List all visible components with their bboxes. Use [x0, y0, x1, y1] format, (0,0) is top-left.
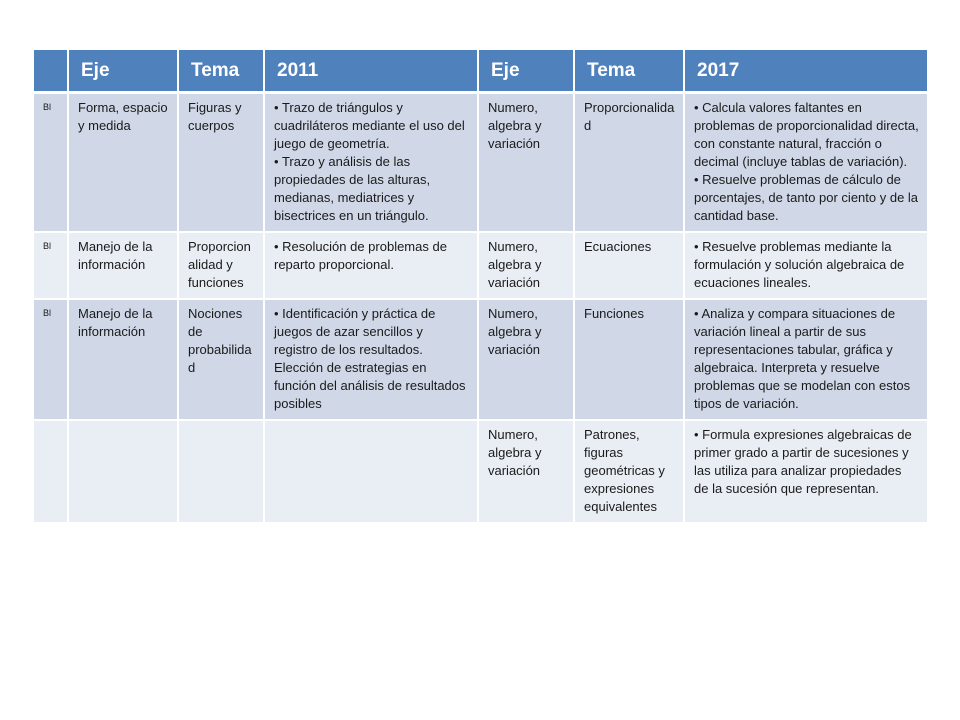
- bullet-item: • Analiza y compara situaciones de variación lineal a partir de sus representaciones tabular, gráfica y algebraica. Interpreta y resuelve problemas que se modelan con estos tipos de variación.: [694, 305, 919, 413]
- content-2011-cell: [264, 420, 478, 523]
- eje-2017-cell: Numero, algebra y variación: [478, 232, 574, 299]
- header-cell-2017: 2017: [684, 50, 927, 93]
- table-row: [34, 93, 927, 233]
- header-cell-tema-2011: Tema: [178, 50, 264, 93]
- bullet-list: [274, 305, 469, 413]
- tema-2017-cell: Ecuaciones: [574, 232, 684, 299]
- tema-2017-cell: Funciones: [574, 299, 684, 420]
- eje-2011-cell: Manejo de la información: [68, 232, 178, 299]
- content-2017-cell: [684, 299, 927, 420]
- content-2017-cell: [684, 232, 927, 299]
- header-cell-2011: 2011: [264, 50, 478, 93]
- bullet-item: • Resuelve problemas mediante la formulación y solución algebraica de ecuaciones lineales.: [694, 238, 919, 292]
- content-2011-cell: [264, 299, 478, 420]
- tema-2011-cell: [178, 420, 264, 523]
- header-cell-blank: [34, 50, 68, 93]
- tema-2011-cell: Figuras y cuerpos: [178, 93, 264, 233]
- bloque-cell: Bl: [34, 232, 68, 299]
- eje-2017-cell: Numero, algebra y variación: [478, 299, 574, 420]
- bullet-item: • Formula expresiones algebraicas de primer grado a partir de sucesiones y las utiliza para analizar propiedades de la sucesión que representan.: [694, 426, 919, 498]
- table-header: [34, 50, 927, 93]
- content-2017-cell: [684, 93, 927, 233]
- bloque-cell: [34, 420, 68, 523]
- tema-2017-cell: Proporcionalidad: [574, 93, 684, 233]
- bullet-item: • Resuelve problemas de cálculo de porcentajes, de tanto por ciento y de la cantidad base.: [694, 171, 919, 225]
- bullet-item: • Identificación y práctica de juegos de azar sencillos y registro de los resultados. Elección de estrategias en función del análisis de resultados posibles: [274, 305, 469, 413]
- content-2017-cell: [684, 420, 927, 523]
- header-cell-tema-2017: Tema: [574, 50, 684, 93]
- bullet-list: [694, 305, 919, 413]
- header-row: [34, 50, 927, 93]
- eje-2011-cell: [68, 420, 178, 523]
- bullet-list: [274, 99, 469, 225]
- bullet-item: • Calcula valores faltantes en problemas de proporcionalidad directa, con constante natural, fracción o decimal (incluye tablas de variación).: [694, 99, 919, 171]
- tema-2017-cell: Patrones, figuras geométricas y expresiones equivalentes: [574, 420, 684, 523]
- eje-2017-cell: Numero, algebra y variación: [478, 93, 574, 233]
- bullet-list: [694, 238, 919, 292]
- bullet-item: • Trazo de triángulos y cuadriláteros mediante el uso del juego de geometría.: [274, 99, 469, 153]
- eje-2011-cell: Manejo de la información: [68, 299, 178, 420]
- header-cell-eje-2011: Eje: [68, 50, 178, 93]
- table-row: [34, 232, 927, 299]
- table-body: [34, 93, 927, 524]
- bullet-list: [694, 426, 919, 498]
- bullet-item: • Resolución de problemas de reparto proporcional.: [274, 238, 469, 274]
- bullet-item: • Trazo y análisis de las propiedades de las alturas, medianas, mediatrices y bisectrices en un triángulo.: [274, 153, 469, 225]
- tema-2011-cell: Nociones de probabilidad: [178, 299, 264, 420]
- content-2011-cell: [264, 93, 478, 233]
- header-cell-eje-2017: Eje: [478, 50, 574, 93]
- eje-2017-cell: Numero, algebra y variación: [478, 420, 574, 523]
- tema-2011-cell: Proporcionalidad y funciones: [178, 232, 264, 299]
- table-row: [34, 299, 927, 420]
- table-row: [34, 420, 927, 523]
- curriculum-comparison-table: [34, 50, 927, 524]
- eje-2011-cell: Forma, espacio y medida: [68, 93, 178, 233]
- bloque-cell: Bl: [34, 93, 68, 233]
- content-2011-cell: [264, 232, 478, 299]
- bullet-list: [694, 99, 919, 225]
- bloque-cell: Bl: [34, 299, 68, 420]
- bullet-list: [274, 238, 469, 274]
